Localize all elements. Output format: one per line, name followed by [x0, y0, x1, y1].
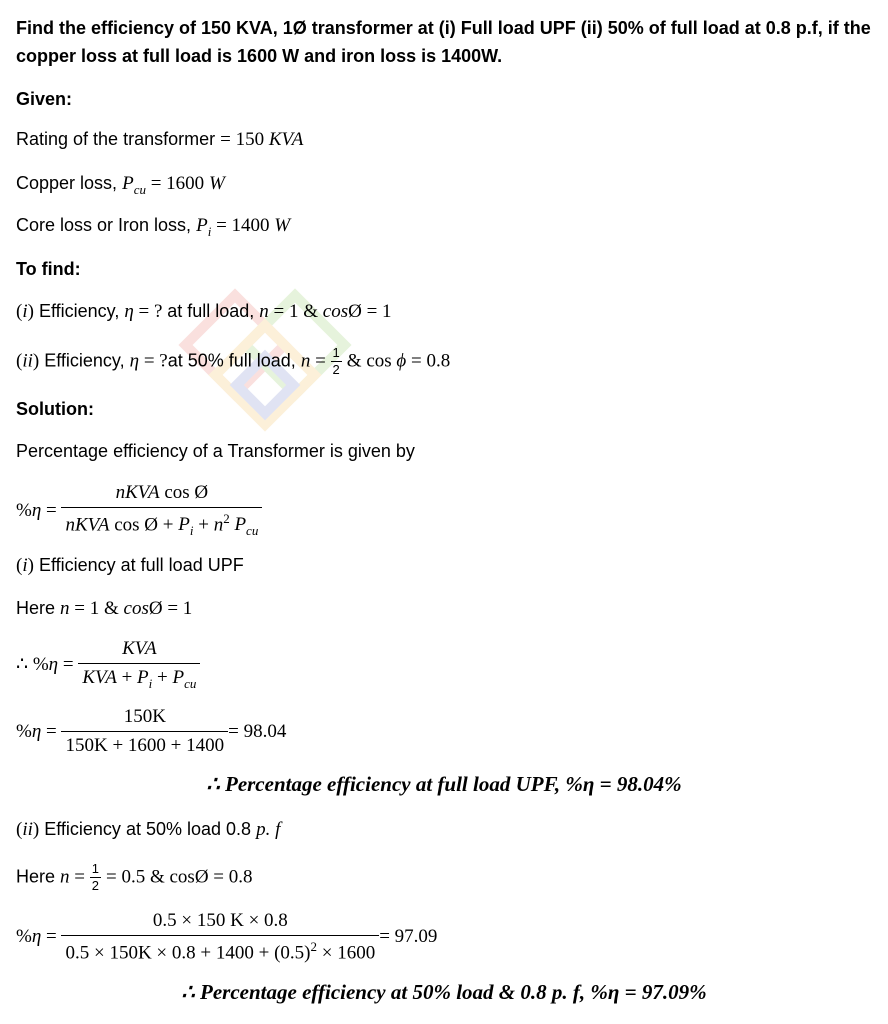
to-find-heading: To find:	[16, 259, 81, 279]
given-iron-loss: Core loss or Iron loss, $P_i = 1400$ W	[16, 215, 291, 239]
solution-heading: Solution:	[16, 399, 94, 419]
part2-condition: Here n = $\frac{1}{2}$ = 0.5 & cosØ = 0.8	[16, 861, 253, 893]
efficiency-formula: % η = $\frac{\text{nKVA cos Ø}}{nKVA \cos Ø + P_i + n^2 P_{cu}}$	[16, 482, 262, 539]
solution-intro: Percentage efficiency of a Transformer is given by	[16, 441, 415, 461]
part1-formula: ∴ % η = $\frac{\text{KVA}}{KVA + P_i + P_{cu}}$	[16, 638, 200, 692]
to-find-item-1: (i) Efficiency, η = ? at full load, n = 1 & cosØ = 1	[16, 301, 392, 322]
given-copper-loss: Copper loss, $P_{cu} = 1600$ W	[16, 173, 225, 197]
given-rating: Rating of the transformer = 150 KVA	[16, 129, 304, 150]
to-find-item-2: (ii) Efficiency, η = ?at 50% full load, n = $\frac{1}{2}$ & cos ϕ = 0.8	[16, 345, 451, 377]
problem-statement: Find the efficiency of 150 KVA, 1Ø transformer at (i) Full load UPF (ii) 50% of full load at 0.8 p.f, if the copper loss at full load is 1600 W and iron loss is 1400W.	[16, 18, 871, 66]
part1-conclusion: ∴ Percentage efficiency at full load UPF, %η = 98.04%	[206, 772, 682, 796]
part2-label: (ii) Efficiency at 50% load 0.8 p. f	[16, 819, 281, 840]
part2-calculation: % η = $\frac{0.5 \times 150 K \times 0.8}{0.5 \times 150K \times 0.8 + 1400 + (0.5)^2 \times 1600}$ = 97.09	[16, 910, 438, 964]
given-heading: Given:	[16, 89, 73, 109]
part1-condition: Here n = 1 & cosØ = 1	[16, 598, 193, 619]
part2-conclusion: ∴ Percentage efficiency at 50% load & 0.8 p. f, %η = 97.09%	[181, 980, 707, 1004]
part1-label: (i) Efficiency at full load UPF	[16, 555, 244, 576]
part1-calculation: % η = $\frac{150K}{150K + 1600 + 1400}$ = 98.04	[16, 706, 287, 756]
